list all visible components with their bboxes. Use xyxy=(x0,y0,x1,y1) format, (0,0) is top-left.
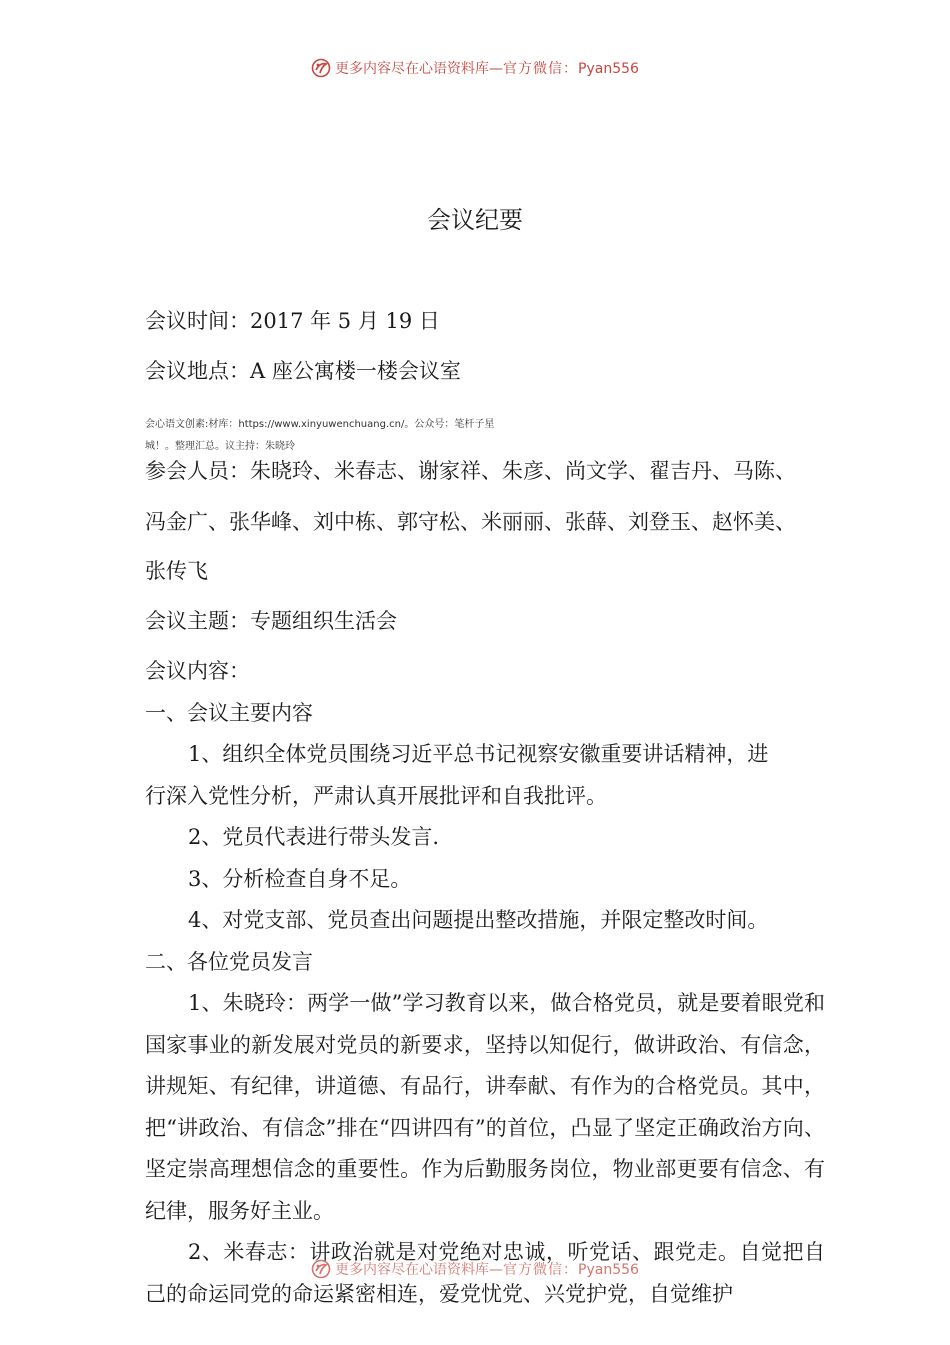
meeting-place: 会议地点：A 座公寓楼一楼会议室 xyxy=(145,359,461,383)
section-1-item-3: 3、分析检查自身不足。 xyxy=(188,867,412,891)
watermark-wechat-label: 官方微信： xyxy=(503,1262,579,1278)
meeting-time: 会议时间：2017 年 5 月 19 日 xyxy=(145,309,440,333)
meeting-content-label: 会议内容： xyxy=(145,659,250,683)
watermark-wechat-label: 官方微信： xyxy=(503,61,579,77)
watermark-dash: — xyxy=(489,1262,504,1278)
brand-logo-icon xyxy=(311,1259,331,1279)
watermark-text: 更多内容尽在心语资料库 xyxy=(335,1262,490,1278)
watermark-text: 更多内容尽在心语资料库 xyxy=(335,61,490,77)
section-1-heading: 一、会议主要内容 xyxy=(145,701,313,725)
attendees-line-3: 张传飞 xyxy=(145,559,208,583)
watermark-header xyxy=(0,58,950,79)
speech-zhu-xiaoling: 1、朱晓玲：两学一做”学习教育以来，做合格党员，就是要着眼党和国家事业的新发展对党员的新要求，坚持以知促行，做讲政治、有信念，讲规矩、有纪律，讲道德、有品行，讲奉献、有作为的合格党员。其中，把“讲政治、有信念”排在“四讲四有”的首位，凸显了坚定正确政治方向、坚定崇高理想信念的重要性。作为后勤服务岗位，物业部更要有信念、有纪律，服务好主业。 xyxy=(145,991,825,1223)
section-2-heading: 二、各位党员发言 xyxy=(145,950,313,974)
meeting-topic: 会议主题：专题组织生活会 xyxy=(145,609,397,633)
watermark-wechat-id: Pyan556 xyxy=(578,1262,639,1278)
attendees-line-2: 冯金广、张华峰、刘中栋、郭守松、米丽丽、张薛、刘登玉、赵怀美、 xyxy=(145,510,796,534)
section-1-item-1-line-2: 行深入党性分析，严肃认真开展批评和自我批评。 xyxy=(145,784,607,808)
source-note-line-1: 会心语文创素:材库：https://www.xinyuwenchuang.cn/。公众号：笔杆子星 xyxy=(145,419,495,430)
speech-mi-chunzhi: 2、米春志：讲政治就是对党绝对忠诚，听党话、跟党走。自觉把自己的命运同党的命运紧密相连，爱党忧党、兴党护党，自觉维护 xyxy=(145,1240,825,1306)
section-1-item-4: 4、对党支部、党员查出问题提出整改措施，并限定整改时间。 xyxy=(188,908,769,932)
section-1-item-1-line-1: 1、组织全体党员围绕习近平总书记视察安徽重要讲话精神，进 xyxy=(188,742,769,766)
watermark-footer xyxy=(0,1259,950,1280)
watermark-dash: — xyxy=(489,61,504,77)
source-note-line-2: 城！。整理汇总。议主持：朱晓玲 xyxy=(145,441,295,452)
watermark-wechat-id: Pyan556 xyxy=(578,61,639,77)
document-title: 会议纪要 xyxy=(427,206,523,234)
brand-logo-icon xyxy=(311,58,331,78)
section-1-item-2: 2、党员代表进行带头发言. xyxy=(188,825,440,849)
attendees-line-1: 参会人员：朱晓玲、米春志、谢家祥、朱彦、尚文学、翟吉丹、马陈、 xyxy=(145,459,796,483)
